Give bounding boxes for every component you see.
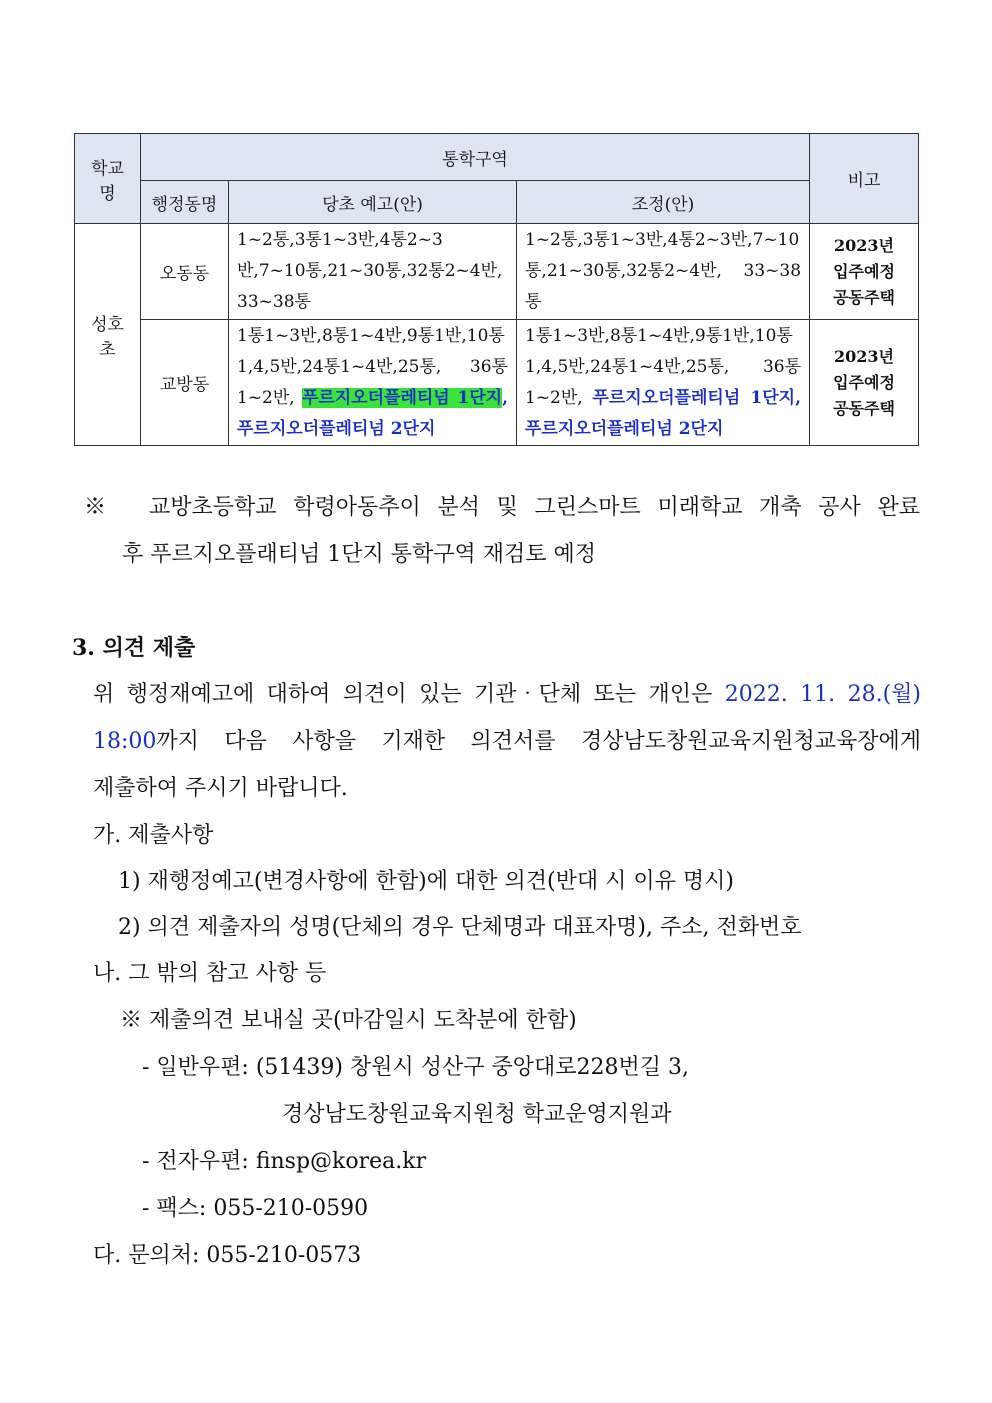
- header-remark: 비고: [810, 134, 919, 224]
- remark: 2023년 입주예정 공동주택: [810, 224, 919, 320]
- section-title: 3. 의견 제출: [72, 635, 196, 661]
- school-name: 성호초: [75, 224, 141, 446]
- deadline-date: 2022. 11. 28.(월): [724, 682, 921, 707]
- item-1: 1) 재행정예고(변경사항에 한함)에 대한 의견(반대 시 이유 명시): [118, 869, 734, 894]
- note-line-2: 후 푸르지오플래티넘 1단지 통학구역 재검토 예정: [122, 542, 597, 567]
- subsection-ga: 가. 제출사항: [93, 823, 214, 848]
- postal-recipient: 경상남도창원교육지원청 학교운영지원과: [282, 1102, 672, 1127]
- original-area: 1~2통,3통1~3반,4통2~3반,7~10통,21~30통,32통2~4반, 33~38통: [229, 224, 517, 320]
- highlight-complex-2: 푸르지오더플레티넘 2단지: [525, 418, 724, 439]
- header-school: 학교명: [75, 134, 141, 224]
- subsection-na: 나. 그 밖의 참고 사항 등: [93, 961, 327, 986]
- deadline-time: 18:00: [93, 729, 157, 754]
- remark: 2023년 입주예정 공동주택: [810, 320, 919, 446]
- contact-phone: 다. 문의처: 055-210-0573: [93, 1243, 362, 1268]
- paragraph-line-2: 18:00까지 다음 사항을 기재한 의견서를 경상남도창원교육지원청교육장에게: [93, 729, 921, 754]
- header-district: 행정동명: [141, 181, 229, 224]
- header-adjusted: 조정(안): [517, 181, 810, 224]
- table-row: [75, 224, 919, 320]
- paragraph-line-3: 제출하여 주시기 바랍니다.: [93, 776, 348, 801]
- highlight-complex-2: 푸르지오더플레티넘 2단지: [237, 418, 436, 439]
- original-area: 1통1~3반,8통1~4반,9통1반,10통1,4,5반,24통1~4반,25통, 36통1~2반, 푸르지오더플레티넘 1단지, 푸르지오더플레티넘 2단지: [229, 320, 517, 446]
- school-zone-table: [74, 133, 919, 446]
- header-original: 당초 예고(안): [229, 181, 517, 224]
- paragraph-line-1: 위 행정재예고에 대하여 의견이 있는 기관‧단체 또는 개인은 2022. 11. 28.(월): [93, 682, 921, 707]
- district-name: 오동동: [141, 224, 229, 320]
- adjusted-area: 1~2통,3통1~3반,4통2~3반,7~10통,21~30통,32통2~4반, 33~38통: [517, 224, 810, 320]
- email-address: - 전자우편: finsp@korea.kr: [142, 1149, 427, 1174]
- note-line-1: ※ 교방초등학교 학령아동추이 분석 및 그린스마트 미래학교 개축 공사 완료: [84, 495, 920, 520]
- postal-address: - 일반우편: (51439) 창원시 성산구 중앙대로228번길 3,: [142, 1055, 689, 1080]
- header-area-group: 통학구역: [141, 134, 810, 181]
- destination-note: ※ 제출의견 보내실 곳(마감일시 도착분에 한함): [120, 1008, 577, 1033]
- highlight-complex-1: 푸르지오더플레티넘 1단지: [592, 387, 796, 408]
- fax-number: - 팩스: 055-210-0590: [142, 1196, 369, 1221]
- table-row: [75, 320, 919, 446]
- highlight-complex-1: 푸르지오더플레티넘 1단지: [301, 387, 503, 408]
- adjusted-area: 1통1~3반,8통1~4반,9통1반,10통1,4,5반,24통1~4반,25통, 36통1~2반, 푸르지오더플레티넘 1단지, 푸르지오더플레티넘 2단지: [517, 320, 810, 446]
- district-name: 교방동: [141, 320, 229, 446]
- item-2: 2) 의견 제출자의 성명(단체의 경우 단체명과 대표자명), 주소, 전화번호: [118, 915, 802, 940]
